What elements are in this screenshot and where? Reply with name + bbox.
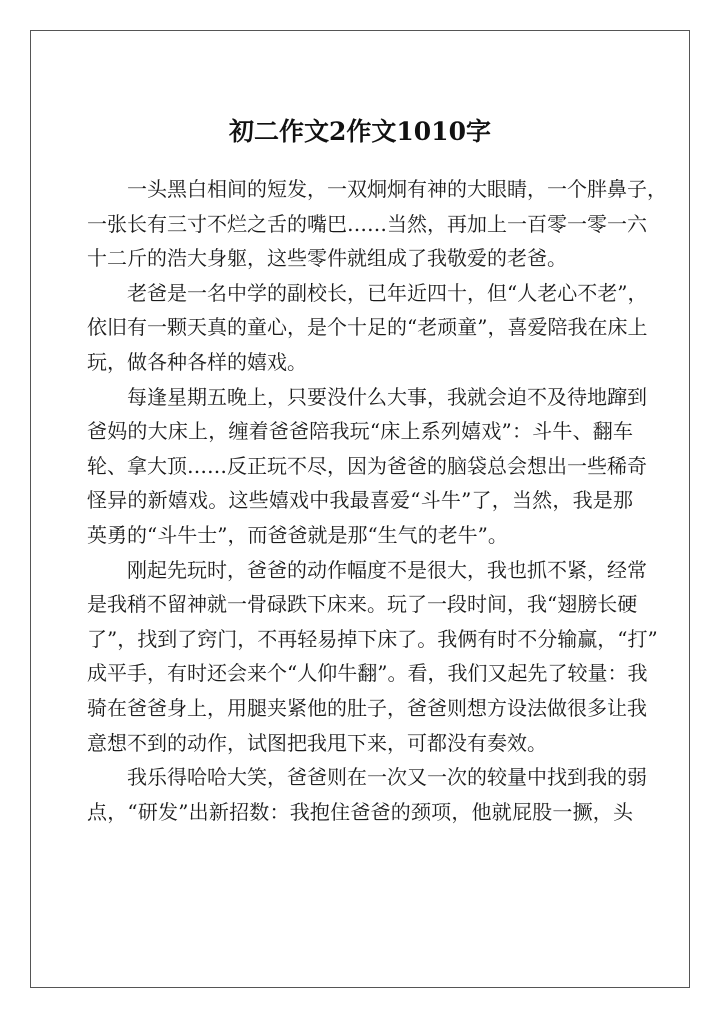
text-line: 英勇的“斗牛士”，而爸爸就是那“生气的老牛”。 bbox=[87, 522, 508, 547]
text-line: 依旧有一颗天真的童心，是个十足的“老顽童”，喜爱陪我在床上 bbox=[87, 315, 648, 340]
text-line: 意想不到的动作，试图把我甩下来，可都没有奏效。 bbox=[87, 730, 547, 755]
document-title: 初二作文2作文1010字 bbox=[229, 117, 491, 146]
text-line: 玩，做各种各样的嬉戏。 bbox=[87, 349, 307, 374]
text-line: 爸妈的大床上，缠着爸爸陪我玩“床上系列嬉戏”：斗牛、翻车 bbox=[87, 419, 633, 444]
text-line: 是我稍不留神就一骨碌跌下床来。玩了一段时间，我“翅膀长硬 bbox=[87, 592, 638, 617]
text-line: 十二斤的浩大身躯，这些零件就组成了我敬爱的老爸。 bbox=[87, 246, 567, 271]
text-line: 了”，找到了窍门，不再轻易掉下床了。我俩有时不分输赢，“打” bbox=[87, 626, 658, 651]
text-line: 成平手，有时还会来个“人仰牛翻”。看，我们又起先了较量：我 bbox=[87, 661, 648, 686]
text-line: 一张长有三寸不烂之舌的嘴巴……当然，再加上一百零一零一六 bbox=[87, 211, 647, 236]
document-body bbox=[87, 172, 667, 829]
text-line: 老爸是一名中学的副校长，已年近四十，但“人老心不老”， bbox=[127, 280, 648, 305]
text-line: 骑在爸爸身上，用腿夹紧他的肚子，爸爸则想方设法做很多让我 bbox=[87, 695, 647, 720]
text-line: 轮、拿大顶……反正玩不尽，因为爸爸的脑袋总会想出一些稀奇 bbox=[87, 453, 647, 478]
text-line: 刚起先玩时，爸爸的动作幅度不是很大，我也抓不紧，经常 bbox=[127, 557, 647, 582]
text-line: 一头黑白相间的短发，一双炯炯有神的大眼睛，一个胖鼻子， bbox=[127, 177, 667, 201]
text-line: 每逢星期五晚上，只要没什么大事，我就会迫不及待地蹿到 bbox=[127, 384, 647, 409]
text-line: 点，“研发”出新招数：我抱住爸爸的颈项，他就屁股一撅，头 bbox=[87, 799, 633, 824]
text-line: 怪异的新嬉戏。这些嬉戏中我最喜爱“斗牛”了，当然，我是那 bbox=[87, 488, 633, 513]
text-line: 我乐得哈哈大笑，爸爸则在一次又一次的较量中找到我的弱 bbox=[127, 765, 647, 790]
